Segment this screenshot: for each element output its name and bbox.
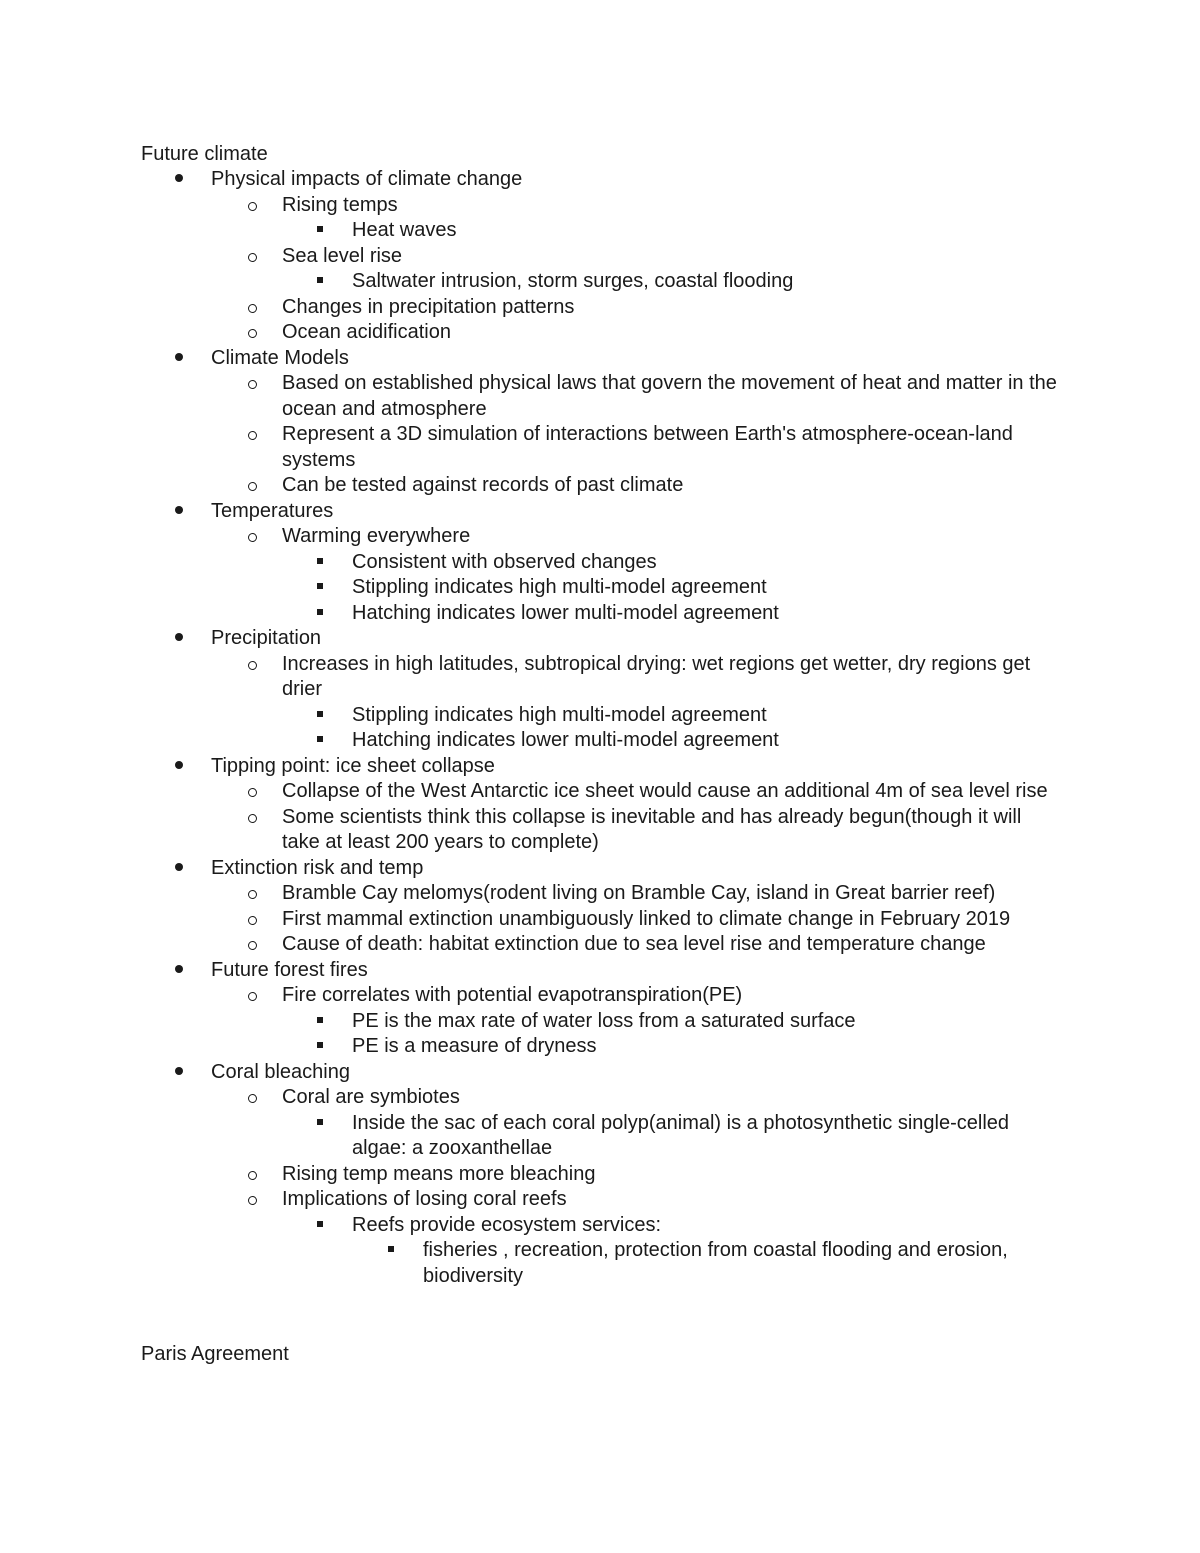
outline-item-level-2 <box>0 779 1200 805</box>
outline-item-text: Ocean acidification <box>282 321 451 343</box>
outline-item-level-2 <box>0 295 1200 321</box>
bullet-dot-icon <box>175 499 183 525</box>
outline-item-text: Changes in precipitation patterns <box>282 295 575 318</box>
bullet-ring-icon <box>248 907 257 933</box>
outline-item-text: Extinction risk and temp <box>211 856 424 879</box>
outline-item-level-2 <box>0 805 1200 856</box>
outline-item-level-3 <box>0 728 1200 754</box>
bullet-ring-icon <box>248 805 257 831</box>
outline-item-text: Fire correlates with potential evapotranspiration(PE) <box>282 984 743 1006</box>
outline-item-level-3 <box>0 1111 1200 1162</box>
bullet-ring-icon <box>248 1187 257 1213</box>
outline-item-level-2 <box>0 983 1200 1009</box>
bullet-ring-icon <box>248 1162 257 1188</box>
bullet-square-icon <box>317 703 323 729</box>
outline-item-level-2 <box>0 1162 1200 1188</box>
outline-item-level-2 <box>0 524 1200 550</box>
outline-item-text: Hatching indicates lower multi-model agreement <box>352 729 779 751</box>
bullet-dot-icon <box>175 754 183 780</box>
bullet-ring-icon <box>248 244 257 270</box>
outline-item-text: Warming everywhere <box>282 525 471 547</box>
bullet-dot-icon <box>175 958 183 984</box>
bullet-ring-icon <box>248 932 257 958</box>
outline-item-level-1 <box>0 958 1200 984</box>
bullet-ring-icon <box>248 320 257 346</box>
outline-item-text: Tipping point: ice sheet collapse <box>211 754 495 777</box>
bullet-square-icon <box>317 1009 323 1035</box>
outline-item-level-1 <box>0 346 1200 372</box>
bullet-ring-icon <box>248 779 257 805</box>
outline-item-text: First mammal extinction unambiguously linked to climate change in February 2019 <box>282 907 1011 930</box>
bullet-dot-icon <box>175 167 183 193</box>
outline-item-level-2 <box>0 371 1200 422</box>
outline-item-level-1 <box>0 856 1200 882</box>
bullet-square-icon <box>317 550 323 576</box>
outline-item-level-2 <box>0 422 1200 473</box>
outline-item-text: Rising temp means more bleaching <box>282 1162 596 1185</box>
bullet-ring-icon <box>248 193 257 219</box>
outline-item-level-2 <box>0 907 1200 933</box>
outline-item-level-2 <box>0 244 1200 270</box>
outline-item-text: PE is a measure of dryness <box>352 1035 597 1057</box>
outline-item-level-3 <box>0 269 1200 295</box>
bullet-dot-icon <box>175 856 183 882</box>
outline-item-level-4 <box>0 1238 1200 1289</box>
outline-item-level-3 <box>0 703 1200 729</box>
outline-item-text: Based on established physical laws that govern the movement of heat and matter in the ocean and atmosphere <box>282 372 1063 420</box>
outline-item-level-3 <box>0 1213 1200 1239</box>
bullet-dot-icon <box>175 1060 183 1086</box>
bullet-square-icon <box>317 1034 323 1060</box>
outline-item-text: Heat waves <box>352 219 457 241</box>
outline-item-level-1 <box>0 754 1200 780</box>
outline-item-level-3 <box>0 1009 1200 1035</box>
bulleted-outline <box>0 167 1200 1289</box>
outline-item-text: Coral are symbiotes <box>282 1086 460 1108</box>
bullet-square-icon <box>317 601 323 627</box>
outline-item-level-2 <box>0 652 1200 703</box>
outline-item-text: Rising temps <box>282 193 398 216</box>
outline-item-text: Can be tested against records of past climate <box>282 474 684 496</box>
outline-item-level-3 <box>0 218 1200 244</box>
outline-item-text: Coral bleaching <box>211 1060 350 1083</box>
bullet-square-icon <box>317 1111 323 1137</box>
outline-item-text: Increases in high latitudes, subtropical drying: wet regions get wetter, dry regions get drier <box>282 652 1036 700</box>
outline-item-text: Future forest fires <box>211 958 368 981</box>
bullet-ring-icon <box>248 983 257 1009</box>
bullet-ring-icon <box>248 371 257 397</box>
outline-item-level-1 <box>0 499 1200 525</box>
bullet-square-icon <box>317 728 323 754</box>
outline-item-text: Inside the sac of each coral polyp(animal) is a photosynthetic single-celled algae: a zooxanthellae <box>352 1111 1015 1159</box>
outline-item-text: Sea level rise <box>282 244 403 267</box>
outline-item-text: Temperatures <box>211 499 334 522</box>
outline-item-text: Consistent with observed changes <box>352 550 657 573</box>
bullet-square-icon <box>388 1238 394 1264</box>
outline-item-level-2 <box>0 932 1200 958</box>
outline-item-text: Hatching indicates lower multi-model agreement <box>352 601 779 624</box>
bullet-ring-icon <box>248 881 257 907</box>
outline-item-level-2 <box>0 193 1200 219</box>
outline-item-text: Saltwater intrusion, storm surges, coastal flooding <box>352 270 794 292</box>
outline-item-level-2 <box>0 473 1200 499</box>
outline-item-text: PE is the max rate of water loss from a saturated surface <box>352 1009 856 1032</box>
bullet-ring-icon <box>248 652 257 678</box>
outline-item-level-3 <box>0 601 1200 627</box>
outline-item-text: Precipitation <box>211 627 322 649</box>
outline-item-level-1 <box>0 1060 1200 1086</box>
bullet-ring-icon <box>248 524 257 550</box>
outline-item-text: Implications of losing coral reefs <box>282 1188 567 1210</box>
outline-item-text: Bramble Cay melomys(rodent living on Bramble Cay, island in Great barrier reef) <box>282 882 996 904</box>
outline-item-text: Physical impacts of climate change <box>211 168 523 190</box>
outline-item-text: Cause of death: habitat extinction due to sea level rise and temperature change <box>282 933 986 955</box>
bullet-ring-icon <box>248 422 257 448</box>
outline-item-text: Represent a 3D simulation of interactions between Earth's atmosphere-ocean-land systems <box>282 423 1019 471</box>
bullet-ring-icon <box>248 295 257 321</box>
outline-item-text: Some scientists think this collapse is inevitable and has already begun(though it will take at least 200 years to complete) <box>282 805 1027 853</box>
outline-item-text: Reefs provide ecosystem services: <box>352 1213 662 1236</box>
outline-item-level-3 <box>0 575 1200 601</box>
outline-item-level-2 <box>0 1187 1200 1213</box>
bullet-dot-icon <box>175 346 183 372</box>
outline-item-text: Stippling indicates high multi-model agreement <box>352 576 767 598</box>
bullet-ring-icon <box>248 473 257 499</box>
outline-item-level-2 <box>0 320 1200 346</box>
bullet-square-icon <box>317 1213 323 1239</box>
outline-item-text: fisheries , recreation, protection from coastal flooding and erosion, biodiversity <box>423 1239 1014 1287</box>
bullet-square-icon <box>317 575 323 601</box>
bullet-dot-icon <box>175 626 183 652</box>
bullet-square-icon <box>317 218 323 244</box>
outline-item-level-3 <box>0 1034 1200 1060</box>
outline-item-level-2 <box>0 1085 1200 1111</box>
outline-item-text: Climate Models <box>211 346 349 369</box>
section-heading-future-climate: Future climate <box>141 143 268 165</box>
bullet-square-icon <box>317 269 323 295</box>
section-heading-paris-agreement: Paris Agreement <box>141 1343 289 1365</box>
outline-item-text: Collapse of the West Antarctic ice sheet would cause an additional 4m of sea level rise <box>282 780 1048 802</box>
bullet-ring-icon <box>248 1085 257 1111</box>
outline-item-text: Stippling indicates high multi-model agreement <box>352 703 767 726</box>
outline-item-level-1 <box>0 626 1200 652</box>
outline-item-level-2 <box>0 881 1200 907</box>
outline-item-level-3 <box>0 550 1200 576</box>
outline-item-level-1 <box>0 167 1200 193</box>
